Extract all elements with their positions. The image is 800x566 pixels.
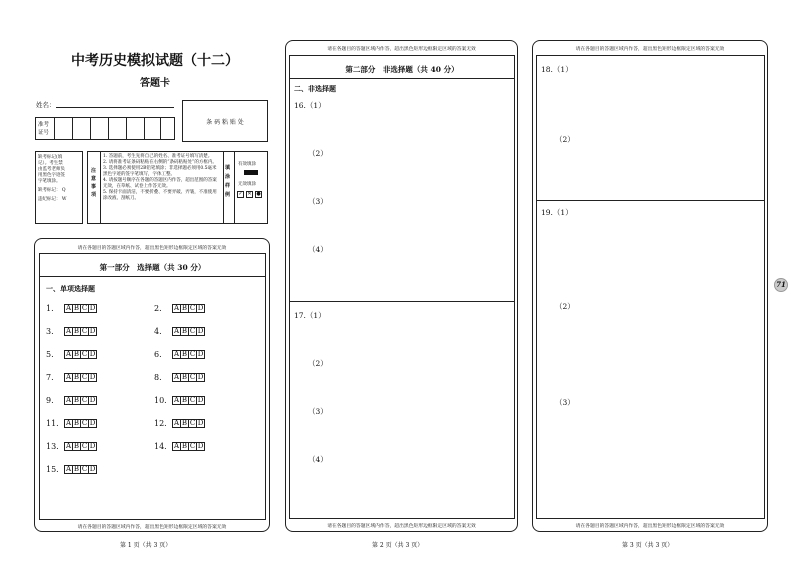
- page-3-answer-area: [532, 40, 768, 532]
- question-number: 5.: [46, 350, 54, 359]
- warning-top: 请在各题目的答题区域内作答，超出黑色矩形边框限定区域的答案无效: [77, 246, 227, 251]
- notes-label: 注意事项: [91, 168, 97, 198]
- option-bubble-a[interactable]: A: [173, 350, 180, 358]
- option-bubble-d[interactable]: D: [89, 327, 96, 335]
- section1-title: 一、单项选择题: [46, 284, 95, 293]
- question-number: 6.: [154, 350, 162, 359]
- exam-number-grid[interactable]: [35, 117, 175, 140]
- missing-note-line: 字笔填涂。: [38, 179, 61, 185]
- choice-question-row: [46, 419, 96, 428]
- option-bubble-c[interactable]: C: [189, 419, 196, 427]
- missing-note-line: 缺考标记(填: [38, 155, 63, 160]
- option-bubble-d[interactable]: D: [89, 419, 96, 427]
- q18-area[interactable]: [536, 55, 765, 201]
- valid-fill-sample: [244, 170, 258, 175]
- option-bubble-c[interactable]: C: [189, 350, 196, 358]
- question-number: 12.: [154, 419, 167, 428]
- note-item: 3. 选择题必须使用2B铅笔填涂；非选择题必须用0.5毫米黑色字迹的签字笔填写，字体工整。: [103, 166, 217, 178]
- q19-area[interactable]: [536, 200, 765, 519]
- option-bubble-d[interactable]: D: [89, 304, 96, 312]
- option-bubble-c[interactable]: C: [81, 304, 88, 312]
- q19-part3: （3）: [555, 398, 575, 407]
- q19-part1: 19.（1）: [541, 208, 573, 217]
- option-bubble-b[interactable]: B: [73, 373, 80, 381]
- warning-bottom: 请在各题目的答题区域内作答，超出黑色矩形边框限定区域的答案无效: [77, 525, 227, 530]
- option-bubble-c[interactable]: C: [81, 442, 88, 450]
- option-bubble-d[interactable]: D: [197, 396, 204, 404]
- valid-fill-label: 有效填涂: [238, 162, 256, 167]
- option-bubble-b[interactable]: B: [73, 465, 80, 473]
- page-1: [0, 0, 280, 566]
- page-footer: 第 1 页（共 3 页）: [120, 542, 172, 549]
- option-bubble-c[interactable]: C: [189, 327, 196, 335]
- option-bubble-d[interactable]: D: [197, 304, 204, 312]
- option-bubble-c[interactable]: C: [81, 327, 88, 335]
- note-item: 4. 请按题号顺序在各题的答题区内作答，超出范围的答案无效，在草纸、试卷上作答无效。: [103, 178, 217, 190]
- option-bubble-d[interactable]: D: [89, 396, 96, 404]
- choice-question-row: [154, 373, 204, 382]
- missing-note-line: 记）。考生禁: [38, 161, 63, 167]
- question-number: 4.: [154, 327, 162, 336]
- choice-question-row: [46, 327, 96, 336]
- option-bubble-b[interactable]: B: [73, 304, 80, 312]
- option-bubble-b[interactable]: B: [181, 373, 188, 381]
- option-bubble-a[interactable]: A: [173, 304, 180, 312]
- page-footer: 第 2 页（共 3 页）: [372, 542, 424, 549]
- q17-part4: （4）: [308, 455, 328, 464]
- option-bubble-b[interactable]: B: [73, 419, 80, 427]
- part1-inner-box: [39, 253, 266, 520]
- q16-part4: （4）: [308, 245, 328, 254]
- option-bubble-a[interactable]: A: [65, 373, 72, 381]
- violation-mark-label[interactable]: 违纪标记： W: [38, 197, 67, 203]
- option-bubble-a[interactable]: A: [173, 396, 180, 404]
- q19-part2: （2）: [555, 302, 575, 311]
- question-number: 8.: [154, 373, 162, 382]
- q16-part3: （3）: [308, 197, 328, 206]
- question-number: 11.: [46, 419, 59, 428]
- option-bubble-b[interactable]: B: [73, 350, 80, 358]
- missing-mark-label[interactable]: 缺考标记： Q: [38, 188, 66, 194]
- warning-top: 请在各题目的答题区域内作答，超出黑色矩形边框限定区域的答案无效: [327, 47, 476, 52]
- page-number-badge-text: 71: [776, 280, 786, 289]
- q18-part2: （2）: [555, 135, 575, 144]
- option-bubble-a[interactable]: A: [65, 465, 72, 473]
- missing-note-line: 由监考老师负: [38, 167, 65, 173]
- question-number: 13.: [46, 442, 59, 451]
- invalid-fill-samples: ✓ ✕ ●: [238, 191, 261, 197]
- warning-bottom: 请在各题目的答题区域内作答，超出黑色矩形边框限定区域的答案无效: [575, 524, 725, 529]
- option-bubble-c[interactable]: C: [81, 350, 88, 358]
- choice-question-row: [154, 442, 204, 451]
- option-bubble-c[interactable]: C: [81, 465, 88, 473]
- note-item: 5. 保持卡面清洁，不要折叠、不要弄破、弄皱，不准使用涂改液、刮纸刀。: [103, 190, 217, 202]
- q17-part2: （2）: [308, 359, 328, 368]
- choice-question-row: [46, 396, 96, 405]
- page-number-badge: [774, 278, 788, 292]
- option-bubble-b[interactable]: B: [181, 419, 188, 427]
- page-subtitle: 答题卡: [140, 78, 170, 89]
- page-2-answer-area: [285, 40, 518, 532]
- question-number: 2.: [154, 304, 162, 313]
- option-bubble-b[interactable]: B: [73, 327, 80, 335]
- option-bubble-a[interactable]: A: [65, 327, 72, 335]
- q17-part3: （3）: [308, 407, 328, 416]
- question-number: 15.: [46, 465, 59, 474]
- choice-question-row: [154, 304, 204, 313]
- option-bubble-a[interactable]: A: [173, 327, 180, 335]
- choice-question-row: [154, 327, 204, 336]
- invalid-fill-label: 无效填涂: [238, 182, 256, 187]
- option-bubble-a[interactable]: A: [173, 373, 180, 381]
- option-bubble-a[interactable]: A: [173, 419, 180, 427]
- page-title: 中考历史模拟试题（十二）: [71, 53, 239, 69]
- question-number: 10.: [154, 396, 167, 405]
- question-number: 3.: [46, 327, 54, 336]
- option-bubble-a[interactable]: A: [65, 442, 72, 450]
- option-bubble-d[interactable]: D: [197, 327, 204, 335]
- note-item: 2. 请将准考证条码粘贴在右侧的“条码粘贴处”的方框内。: [103, 160, 217, 166]
- option-bubble-d[interactable]: D: [197, 419, 204, 427]
- option-bubble-a[interactable]: A: [65, 419, 72, 427]
- q17-part1: 17.（1）: [294, 311, 326, 320]
- question-number: 7.: [46, 373, 54, 382]
- q18-part1: 18.（1）: [541, 65, 573, 74]
- option-bubble-c[interactable]: C: [81, 373, 88, 381]
- q17-area[interactable]: [289, 301, 515, 519]
- question-number: 9.: [46, 396, 54, 405]
- option-bubble-d[interactable]: D: [197, 350, 204, 358]
- barcode-area: [182, 100, 268, 142]
- option-bubble-c[interactable]: C: [81, 419, 88, 427]
- option-bubble-c[interactable]: C: [189, 373, 196, 381]
- name-underline[interactable]: [56, 107, 174, 108]
- option-bubble-b[interactable]: B: [181, 442, 188, 450]
- option-bubble-b[interactable]: B: [181, 396, 188, 404]
- part1-title: 第一部分 选择题（共 30 分）: [99, 263, 206, 272]
- exam-number-label: 准考证号: [38, 122, 50, 136]
- name-label: 姓名：: [36, 101, 56, 109]
- option-bubble-a[interactable]: A: [65, 350, 72, 358]
- choice-question-row: [46, 304, 96, 313]
- option-bubble-d[interactable]: D: [89, 350, 96, 358]
- missing-note-line: 用黑色字迹签: [38, 173, 65, 179]
- option-bubble-d[interactable]: D: [89, 465, 96, 473]
- warning-bottom: 请在各题目的答题区域内作答，超出黑色矩形边框限定区域的答案无效: [327, 524, 476, 529]
- part1-answer-area: [34, 238, 270, 532]
- option-bubble-b[interactable]: B: [181, 327, 188, 335]
- option-bubble-c[interactable]: C: [189, 304, 196, 312]
- q16-area[interactable]: [289, 55, 515, 302]
- option-bubble-a[interactable]: A: [173, 442, 180, 450]
- choice-question-row: [46, 442, 96, 451]
- option-bubble-b[interactable]: B: [181, 304, 188, 312]
- missing-exam-box: [35, 151, 83, 224]
- option-bubble-d[interactable]: D: [197, 442, 204, 450]
- option-bubble-a[interactable]: A: [65, 396, 72, 404]
- choice-question-row: [154, 396, 204, 405]
- option-bubble-a[interactable]: A: [65, 304, 72, 312]
- choice-question-row: [46, 350, 96, 359]
- notes-box: [87, 151, 268, 224]
- option-bubble-b[interactable]: B: [73, 442, 80, 450]
- choice-question-row: [46, 465, 96, 474]
- option-bubble-c[interactable]: C: [81, 396, 88, 404]
- option-bubble-d[interactable]: D: [89, 373, 96, 381]
- q16-part1: 16.（1）: [294, 101, 326, 110]
- page-footer: 第 3 页（共 3 页）: [622, 542, 674, 549]
- fill-example-label: 填涂样例: [225, 165, 231, 198]
- q16-part2: （2）: [308, 149, 328, 158]
- option-bubble-c[interactable]: C: [189, 442, 196, 450]
- option-bubble-b[interactable]: B: [73, 396, 80, 404]
- option-bubble-c[interactable]: C: [189, 396, 196, 404]
- option-bubble-d[interactable]: D: [197, 373, 204, 381]
- choice-question-row: [154, 419, 204, 428]
- barcode-label: 条 码 粘 贴 处: [206, 118, 244, 126]
- question-number: 1.: [46, 304, 54, 313]
- part2-title: 第二部分 非选择题（共 40 分）: [345, 65, 459, 74]
- note-item: 1. 答题前，考生先将自己的姓名、准考证号填写清楚。: [103, 154, 213, 159]
- choice-question-row: [154, 350, 204, 359]
- question-number: 14.: [154, 442, 167, 451]
- warning-top: 请在各题目的答题区域内作答，超出黑色矩形边框限定区域的答案无效: [575, 47, 725, 52]
- section2-title: 二、非选择题: [294, 84, 336, 93]
- option-bubble-b[interactable]: B: [181, 350, 188, 358]
- choice-question-row: [46, 373, 96, 382]
- option-bubble-d[interactable]: D: [89, 442, 96, 450]
